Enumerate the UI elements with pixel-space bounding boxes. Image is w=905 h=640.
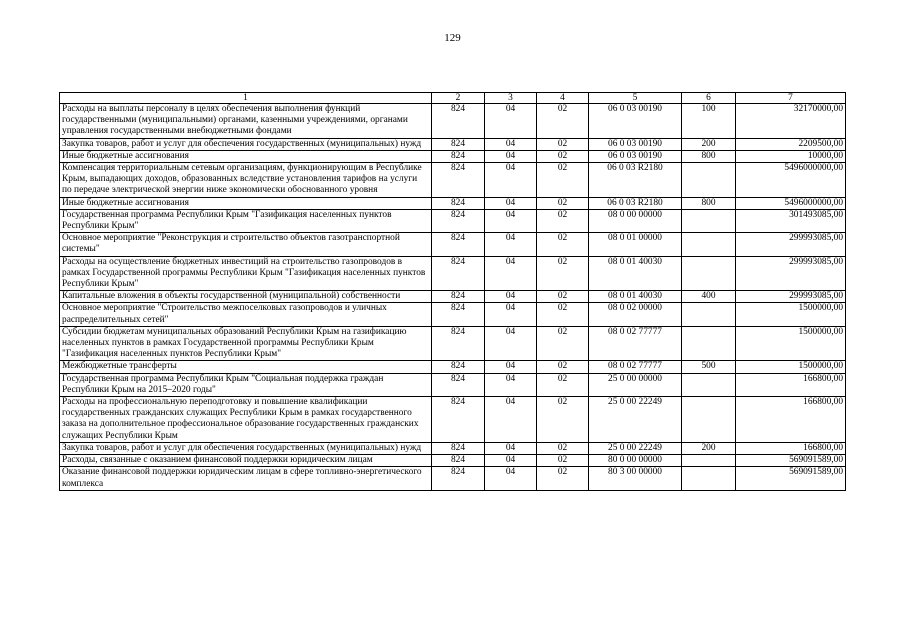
row-section-code: 04 bbox=[485, 467, 537, 490]
row-target-article: 06 0 03 R2180 bbox=[589, 163, 682, 198]
row-subsection-code: 02 bbox=[537, 326, 589, 361]
row-subsection-code: 02 bbox=[537, 163, 589, 198]
row-target-article: 80 0 00 00000 bbox=[589, 455, 682, 467]
row-description: Государственная программа Республики Крым "Социальная поддержка граждан Республики Крым на 2015–2020 годы" bbox=[60, 373, 432, 396]
row-subsection-code: 02 bbox=[537, 209, 589, 232]
row-description: Государственная программа Республики Крым "Газификация населенных пунктов Республики Крым" bbox=[60, 209, 432, 232]
row-target-article: 06 0 03 00190 bbox=[589, 104, 682, 139]
row-grbs-code: 824 bbox=[432, 442, 485, 454]
row-grbs-code: 824 bbox=[432, 467, 485, 490]
row-subsection-code: 02 bbox=[537, 467, 589, 490]
table-row bbox=[60, 455, 846, 467]
row-section-code: 04 bbox=[485, 397, 537, 443]
row-subsection-code: 02 bbox=[537, 397, 589, 443]
header-cell: 1 bbox=[60, 93, 432, 104]
row-expense-type bbox=[682, 163, 736, 198]
row-grbs-code: 824 bbox=[432, 397, 485, 443]
row-subsection-code: 02 bbox=[537, 303, 589, 326]
table-row bbox=[60, 209, 846, 232]
row-section-code: 04 bbox=[485, 361, 537, 373]
row-expense-type: 800 bbox=[682, 150, 736, 162]
header-row bbox=[60, 93, 846, 104]
row-description: Закупка товаров, работ и услуг для обеспечения государственных (муниципальных) нужд bbox=[60, 138, 432, 150]
row-amount: 166800,00 bbox=[736, 442, 846, 454]
row-description: Компенсация территориальным сетевым организациям, функционирующим в Республике Крым, выпадающих доходов, образованных вследствие установления тарифов на услуги по передаче электрической энергии ниже экономически обоснованного уровня bbox=[60, 163, 432, 198]
row-subsection-code: 02 bbox=[537, 150, 589, 162]
header-cell: 6 bbox=[682, 93, 736, 104]
row-expense-type bbox=[682, 256, 736, 291]
row-description: Основное мероприятие "Строительство межпоселковых газопроводов и уличных распределительных сетей" bbox=[60, 303, 432, 326]
budget-table bbox=[59, 92, 846, 491]
row-grbs-code: 824 bbox=[432, 209, 485, 232]
row-section-code: 04 bbox=[485, 197, 537, 209]
row-expense-type bbox=[682, 326, 736, 361]
row-description: Межбюджетные трансферты bbox=[60, 361, 432, 373]
row-description: Иные бюджетные ассигнования bbox=[60, 150, 432, 162]
row-section-code: 04 bbox=[485, 104, 537, 139]
row-section-code: 04 bbox=[485, 209, 537, 232]
table-row bbox=[60, 373, 846, 396]
row-target-article: 08 0 02 77777 bbox=[589, 361, 682, 373]
row-section-code: 04 bbox=[485, 442, 537, 454]
table-row bbox=[60, 326, 846, 361]
table-body bbox=[60, 104, 846, 491]
row-amount: 5496000000,00 bbox=[736, 163, 846, 198]
table-row bbox=[60, 397, 846, 443]
row-target-article: 08 0 01 40030 bbox=[589, 256, 682, 291]
row-amount: 5496000000,00 bbox=[736, 197, 846, 209]
row-grbs-code: 824 bbox=[432, 197, 485, 209]
table-row bbox=[60, 138, 846, 150]
row-target-article: 08 0 01 00000 bbox=[589, 233, 682, 256]
row-target-article: 25 0 00 22249 bbox=[589, 442, 682, 454]
row-expense-type: 200 bbox=[682, 442, 736, 454]
row-amount: 1500000,00 bbox=[736, 303, 846, 326]
row-grbs-code: 824 bbox=[432, 256, 485, 291]
table-row bbox=[60, 291, 846, 303]
row-target-article: 08 0 02 77777 bbox=[589, 326, 682, 361]
row-expense-type: 200 bbox=[682, 138, 736, 150]
row-amount: 32170000,00 bbox=[736, 104, 846, 139]
row-description: Расходы на выплаты персоналу в целях обеспечения выполнения функций государственными (муниципальными) органами, казенными учреждениями, органами управления государственными внебюджетными фондами bbox=[60, 104, 432, 139]
row-description: Расходы на профессиональную переподготовку и повышение квалификации государственных гражданских служащих Республики Крым в рамках государственного заказа на дополнительное профессиональное образование государственных гражданских служащих Республики Крым bbox=[60, 397, 432, 443]
row-expense-type bbox=[682, 303, 736, 326]
row-amount: 569091589,00 bbox=[736, 467, 846, 490]
row-description: Расходы на осуществление бюджетных инвестиций на строительство газопроводов в рамках Государственной программы Республики Крым "Газификация населенных пунктов Республики Крым" bbox=[60, 256, 432, 291]
row-grbs-code: 824 bbox=[432, 455, 485, 467]
table-row bbox=[60, 467, 846, 490]
row-amount: 299993085,00 bbox=[736, 291, 846, 303]
row-subsection-code: 02 bbox=[537, 197, 589, 209]
table-row bbox=[60, 361, 846, 373]
row-section-code: 04 bbox=[485, 455, 537, 467]
row-subsection-code: 02 bbox=[537, 442, 589, 454]
row-amount: 299993085,00 bbox=[736, 233, 846, 256]
row-section-code: 04 bbox=[485, 326, 537, 361]
row-section-code: 04 bbox=[485, 150, 537, 162]
row-expense-type bbox=[682, 373, 736, 396]
row-expense-type bbox=[682, 467, 736, 490]
row-grbs-code: 824 bbox=[432, 361, 485, 373]
header-cell: 3 bbox=[485, 93, 537, 104]
row-grbs-code: 824 bbox=[432, 150, 485, 162]
table-row bbox=[60, 256, 846, 291]
row-grbs-code: 824 bbox=[432, 138, 485, 150]
row-amount: 569091589,00 bbox=[736, 455, 846, 467]
row-section-code: 04 bbox=[485, 303, 537, 326]
row-amount: 299993085,00 bbox=[736, 256, 846, 291]
header-cell: 4 bbox=[537, 93, 589, 104]
table-row bbox=[60, 233, 846, 256]
row-subsection-code: 02 bbox=[537, 233, 589, 256]
row-expense-type bbox=[682, 455, 736, 467]
row-description: Капитальные вложения в объекты государственной (муниципальной) собственности bbox=[60, 291, 432, 303]
row-grbs-code: 824 bbox=[432, 303, 485, 326]
row-target-article: 06 0 03 R2180 bbox=[589, 197, 682, 209]
header-cell: 7 bbox=[736, 93, 846, 104]
row-section-code: 04 bbox=[485, 291, 537, 303]
row-amount: 10000,00 bbox=[736, 150, 846, 162]
table-row bbox=[60, 104, 846, 139]
row-grbs-code: 824 bbox=[432, 373, 485, 396]
row-section-code: 04 bbox=[485, 138, 537, 150]
row-subsection-code: 02 bbox=[537, 455, 589, 467]
row-expense-type: 400 bbox=[682, 291, 736, 303]
row-grbs-code: 824 bbox=[432, 233, 485, 256]
row-description: Основное мероприятие "Реконструкция и строительство объектов газотранспортной системы" bbox=[60, 233, 432, 256]
row-subsection-code: 02 bbox=[537, 256, 589, 291]
row-description: Иные бюджетные ассигнования bbox=[60, 197, 432, 209]
row-grbs-code: 824 bbox=[432, 104, 485, 139]
row-target-article: 25 0 00 00000 bbox=[589, 373, 682, 396]
row-target-article: 80 3 00 00000 bbox=[589, 467, 682, 490]
row-amount: 166800,00 bbox=[736, 397, 846, 443]
row-target-article: 08 0 00 00000 bbox=[589, 209, 682, 232]
row-subsection-code: 02 bbox=[537, 138, 589, 150]
row-expense-type bbox=[682, 233, 736, 256]
row-subsection-code: 02 bbox=[537, 104, 589, 139]
row-section-code: 04 bbox=[485, 373, 537, 396]
row-target-article: 08 0 02 00000 bbox=[589, 303, 682, 326]
table-row bbox=[60, 150, 846, 162]
row-amount: 2209500,00 bbox=[736, 138, 846, 150]
row-expense-type bbox=[682, 397, 736, 443]
row-amount: 1500000,00 bbox=[736, 361, 846, 373]
row-amount: 1500000,00 bbox=[736, 326, 846, 361]
row-grbs-code: 824 bbox=[432, 163, 485, 198]
page-number: 129 bbox=[444, 32, 461, 44]
row-target-article: 25 0 00 22249 bbox=[589, 397, 682, 443]
row-grbs-code: 824 bbox=[432, 291, 485, 303]
table-row bbox=[60, 303, 846, 326]
row-section-code: 04 bbox=[485, 233, 537, 256]
table-row bbox=[60, 442, 846, 454]
header-cell: 5 bbox=[589, 93, 682, 104]
header-cell: 2 bbox=[432, 93, 485, 104]
row-target-article: 06 0 03 00190 bbox=[589, 138, 682, 150]
row-subsection-code: 02 bbox=[537, 361, 589, 373]
row-target-article: 06 0 03 00190 bbox=[589, 150, 682, 162]
row-grbs-code: 824 bbox=[432, 326, 485, 361]
row-description: Закупка товаров, работ и услуг для обеспечения государственных (муниципальных) нужд bbox=[60, 442, 432, 454]
row-expense-type: 800 bbox=[682, 197, 736, 209]
row-expense-type: 500 bbox=[682, 361, 736, 373]
row-description: Субсидии бюджетам муниципальных образований Республики Крым на газификацию населенных пунктов в рамках Государственной программы Республики Крым "Газификация населенных пунктов Республики Крым" bbox=[60, 326, 432, 361]
table-row bbox=[60, 163, 846, 198]
table-row bbox=[60, 197, 846, 209]
row-subsection-code: 02 bbox=[537, 291, 589, 303]
row-subsection-code: 02 bbox=[537, 373, 589, 396]
row-description: Расходы, связанные с оказанием финансовой поддержки юридическим лицам bbox=[60, 455, 432, 467]
row-section-code: 04 bbox=[485, 256, 537, 291]
row-description: Оказание финансовой поддержки юридическим лицам в сфере топливно-энергетического комплекса bbox=[60, 467, 432, 490]
row-expense-type: 100 bbox=[682, 104, 736, 139]
row-amount: 166800,00 bbox=[736, 373, 846, 396]
row-expense-type bbox=[682, 209, 736, 232]
row-amount: 301493085,00 bbox=[736, 209, 846, 232]
row-section-code: 04 bbox=[485, 163, 537, 198]
row-target-article: 08 0 01 40030 bbox=[589, 291, 682, 303]
